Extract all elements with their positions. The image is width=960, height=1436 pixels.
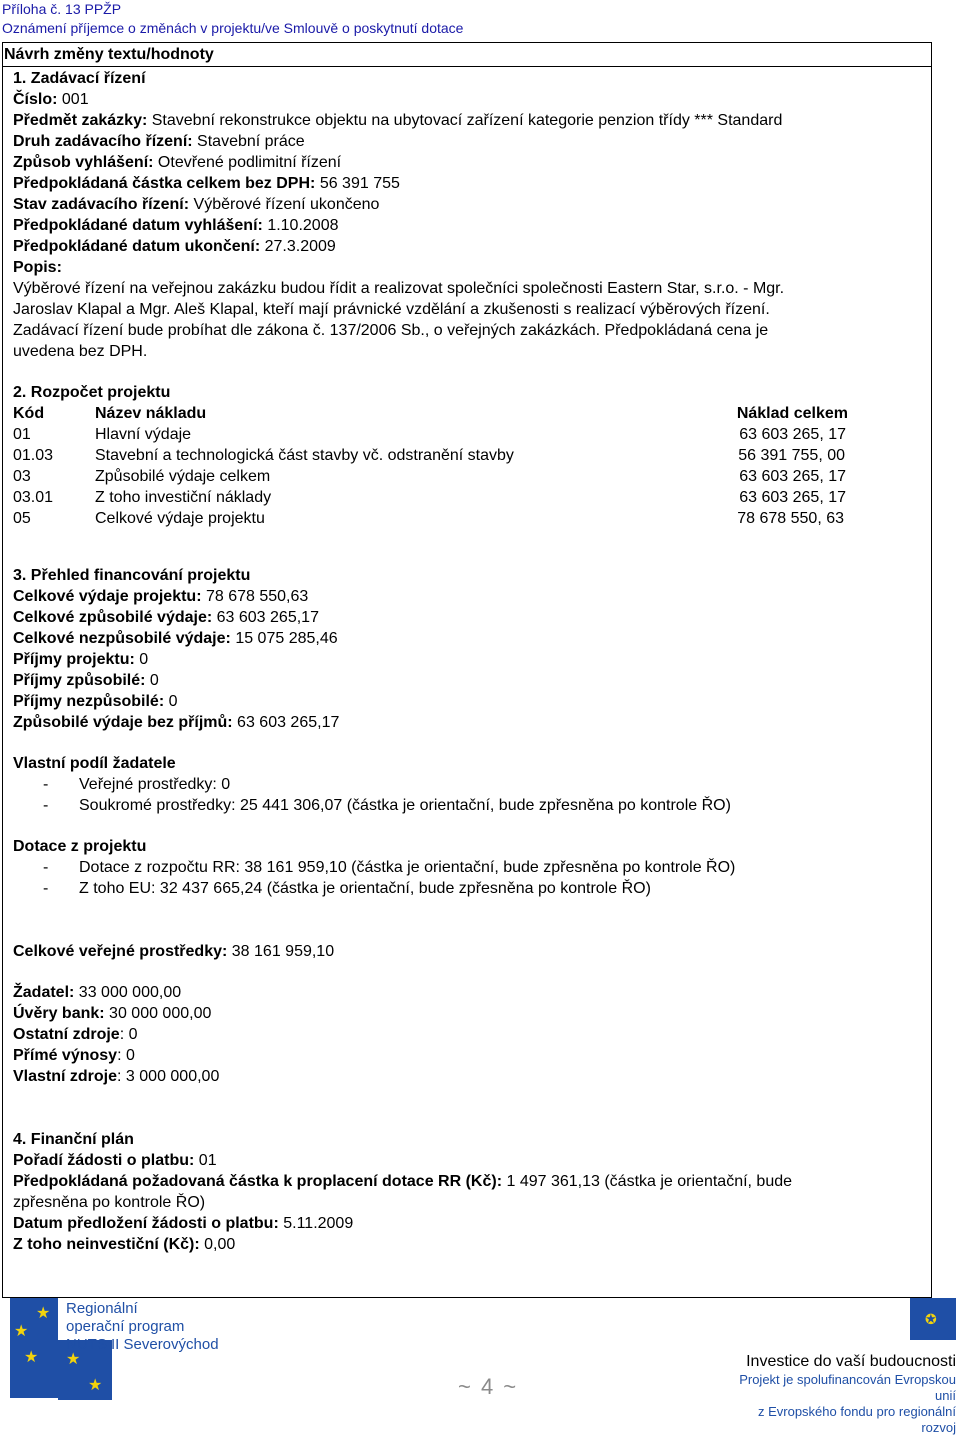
section4-heading: 4. Finanční plán xyxy=(13,1131,134,1148)
type-field: Druh zadávacího řízení: Stavební práce xyxy=(13,133,305,150)
page-number: ~ 4 ~ xyxy=(458,1374,519,1399)
description-line: uvedena bez DPH. xyxy=(13,343,148,360)
section2-heading: 2. Rozpočet projektu xyxy=(13,384,171,401)
subject-field: Předmět zakázky: Stavební rekonstrukce objektu na ubytovací zařízení kategorie penzion třídy *** Standard xyxy=(13,112,783,129)
public-funds: Celkové veřejné prostředky: 38 161 959,10 xyxy=(13,943,335,960)
state-field: Stav zadávacího řízení: Výběrové řízení ukončeno xyxy=(13,196,380,213)
star-icon: ★ xyxy=(88,1377,103,1394)
description-line: Výběrové řízení na veřejnou zakázku budou řídit a realizovat společníci společnosti Eastern Star, s.r.o. - Mgr. xyxy=(13,280,785,297)
budget-row: 05 Celkové výdaje projektu 78 678 550, 63 xyxy=(13,510,844,527)
own-share-heading: Vlastní podíl žadatele xyxy=(13,755,176,772)
content xyxy=(13,68,918,1255)
date-end-field: Předpokládané datum ukončení: 27.3.2009 xyxy=(13,238,336,255)
description-line: Zadávací řízení bude probíhat dle zákona č. 137/2006 Sb., o veřejných zakázkách. Předpokládaná cena je xyxy=(13,322,769,339)
source-item: Ostatní zdroje: 0 xyxy=(13,1026,138,1043)
date-field: Datum předložení žádosti o platbu: 5.11.2009 xyxy=(13,1215,354,1232)
budget-row: 03.01 Z toho investiční náklady 63 603 265, 17 xyxy=(13,489,846,506)
document-header xyxy=(2,0,463,38)
requested-field: Předpokládaná požadovaná částka k proplacení dotace RR (Kč): 1 497 361,13 (částka je orientační, bude xyxy=(13,1173,793,1190)
star-icon: ★ xyxy=(36,1305,51,1322)
eu-flag-icon: ✪ xyxy=(910,1298,956,1340)
eu-investment-text: Investice do vaší budoucnosti Projekt je spolufinancován Evropskou unií z Evropského fondu pro regionální rozvoj xyxy=(739,1353,956,1435)
budget-header-row xyxy=(13,403,918,424)
section1-heading: 1. Zadávací řízení xyxy=(13,70,146,87)
star-icon: ★ xyxy=(14,1323,29,1340)
col-cost: Náklad celkem xyxy=(736,405,848,422)
budget-row: 01.03 Stavební a technologická část stavby vč. odstranění stavby 56 391 755, 00 xyxy=(13,447,845,464)
grant-heading: Dotace z projektu xyxy=(13,838,147,855)
section3-heading: 3. Přehled financování projektu xyxy=(13,567,251,584)
amount-field: Předpokládaná částka celkem bez DPH: 56 391 755 xyxy=(13,175,400,192)
rop-logo-block xyxy=(10,1298,58,1398)
own-share-item: - Soukromé prostředky: 25 441 306,07 (částka je orientační, bude zpřesněna po kontrole ŘO) xyxy=(43,797,731,814)
budget-row: 03 Způsobilé výdaje celkem 63 603 265, 17 xyxy=(13,468,846,485)
header-line-2: Oznámení příjemce o změnách v projektu/ve Smlouvě o poskytnutí dotace xyxy=(2,20,464,36)
own-share-item: - Veřejné prostředky: 0 xyxy=(43,776,231,793)
noninvest-field: Z toho neinvestiční (Kč): 0,00 xyxy=(13,1236,236,1253)
star-icon: ★ xyxy=(66,1351,81,1368)
source-item: Žadatel: 33 000 000,00 xyxy=(13,984,182,1001)
finance-item: Způsobilé výdaje bez příjmů: 63 603 265,17 xyxy=(13,714,340,731)
grant-item: - Z toho EU: 32 437 665,24 (částka je orientační, bude zpřesněna po kontrole ŘO) xyxy=(43,880,651,897)
source-item: Vlastní zdroje: 3 000 000,00 xyxy=(13,1068,220,1085)
budget-row: 01 Hlavní výdaje 63 603 265, 17 xyxy=(13,426,846,443)
number-field: Číslo: 001 xyxy=(13,91,89,108)
grant-item: - Dotace z rozpočtu RR: 38 161 959,10 (částka je orientační, bude zpřesněna po kontrole ŘO) xyxy=(43,859,736,876)
finance-item: Příjmy způsobilé: 0 xyxy=(13,672,159,689)
col-name: Název nákladu xyxy=(95,405,207,422)
date-announce-field: Předpokládané datum vyhlášení: 1.10.2008 xyxy=(13,217,339,234)
source-item: Úvěry bank: 30 000 000,00 xyxy=(13,1005,212,1022)
source-item: Přímé výnosy: 0 xyxy=(13,1047,135,1064)
rop-logo-text: Regionální operační program NUTS II Severovýchod xyxy=(66,1300,219,1353)
header-line-1: Příloha č. 13 PPŽP xyxy=(2,1,122,17)
finance-item: Celkové výdaje projektu: 78 678 550,63 xyxy=(13,588,309,605)
frame-title: Návrh změny textu/hodnoty xyxy=(3,43,931,67)
description-label: Popis: xyxy=(13,259,62,276)
col-code: Kód xyxy=(13,405,45,422)
requested-field-cont: zpřesněna po kontrole ŘO) xyxy=(13,1194,206,1211)
announce-field: Způsob vyhlášení: Otevřené podlimitní řízení xyxy=(13,154,342,171)
change-proposal-box xyxy=(2,42,932,1298)
order-field: Pořadí žádosti o platbu: 01 xyxy=(13,1152,217,1169)
finance-item: Celkové způsobilé výdaje: 63 603 265,17 xyxy=(13,609,319,626)
finance-item: Příjmy nezpůsobilé: 0 xyxy=(13,693,178,710)
finance-item: Příjmy projektu: 0 xyxy=(13,651,149,668)
description-line: Jaroslav Klapal a Mgr. Aleš Klapal, kteří mají právnické vzdělání a zkušenosti s realizací výběrových řízení. xyxy=(13,301,770,318)
finance-item: Celkové nezpůsobilé výdaje: 15 075 285,46 xyxy=(13,630,338,647)
star-icon: ★ xyxy=(24,1349,39,1366)
